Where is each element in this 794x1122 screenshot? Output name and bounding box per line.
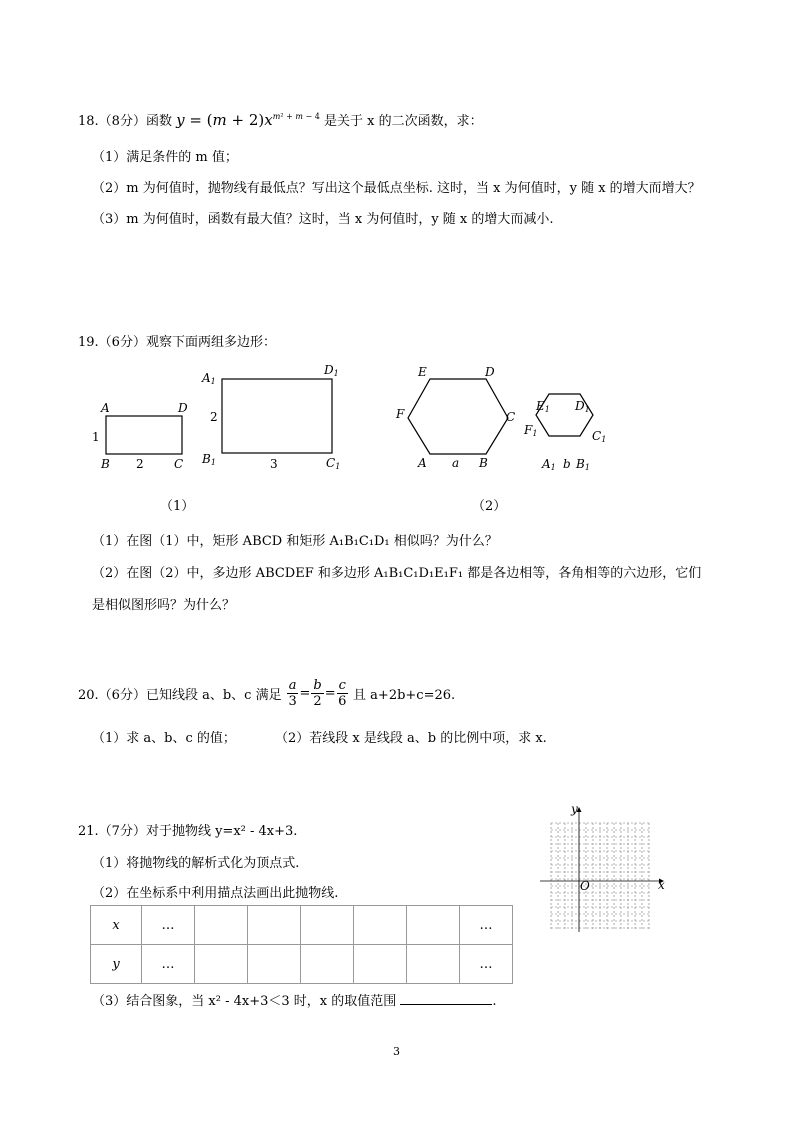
fraction-b-2: $\frac{b}{2}$	[313, 678, 322, 709]
coordinate-grid	[535, 805, 665, 935]
value-table	[90, 905, 513, 984]
x-axis-label: x	[658, 878, 665, 892]
label-c: C	[174, 457, 184, 471]
label-b1: B1	[202, 452, 216, 467]
q20-condition: 且 a+2b+c=26.	[353, 688, 456, 703]
fraction-a-3: $\frac{a}{3}$	[288, 678, 297, 709]
label-e: E	[418, 365, 427, 379]
label-a-hex: A	[418, 456, 427, 470]
fig1-caption: （1）	[160, 499, 195, 514]
table-cell	[195, 906, 248, 945]
table-cell	[301, 906, 354, 945]
table-x-header: x	[91, 906, 142, 945]
table-cell	[354, 906, 407, 945]
rectangles-figure	[80, 360, 440, 480]
table-cell: …	[142, 945, 195, 984]
label-side-2: 2	[136, 457, 144, 471]
label-d1: D1	[324, 363, 339, 378]
label-d: D	[178, 401, 188, 415]
table-cell	[407, 906, 460, 945]
q21-part3-end: .	[492, 994, 497, 1009]
table-cell	[407, 945, 460, 984]
table-cell	[248, 906, 301, 945]
hexagon-abcdef	[408, 379, 508, 454]
q19-part2-line1: （2）在图（2）中，多边形 ABCDEF 和多边形 A₁B₁C₁D₁E₁F₁ 都是各边相等，各角相等的六边形，它们	[92, 566, 702, 581]
label-side-3: 3	[270, 457, 278, 471]
label-side-1: 1	[92, 430, 100, 444]
q21-part2: （2）在坐标系中利用描点法画出此抛物线.	[92, 886, 339, 901]
q18-part1: （1）满足条件的 m 值；	[92, 150, 238, 165]
origin-label: O	[580, 879, 590, 893]
table-cell: …	[460, 945, 513, 984]
table-cell	[195, 945, 248, 984]
label-side-2b: 2	[210, 410, 218, 424]
rect-abcd	[106, 416, 182, 454]
table-row-y	[91, 945, 513, 984]
label-b1-hex: B1	[576, 457, 590, 472]
q20-heading: 20.（6分）已知线段 a、b、c 满足 $\frac{a}{3}$ = $\frac{b}{2}$ = $\frac{c}{6}$ 且 a+2b+c=26.	[78, 678, 456, 709]
q19-heading: 19.（6分）观察下面两组多边形：	[78, 335, 276, 350]
table-cell	[248, 945, 301, 984]
label-side-a: a	[452, 456, 460, 470]
fig2-caption: （2）	[472, 499, 507, 514]
label-a1-hex: A1	[542, 457, 556, 472]
answer-blank[interactable]	[400, 992, 492, 1005]
q18-part2: （2）m 为何值时，抛物线有最低点？写出这个最低点坐标. 这时，当 x 为何值时，y 随 x 的增大而增大？	[92, 181, 701, 196]
q21-heading: 21.（7分）对于抛物线 y=x² - 4x+3.	[78, 824, 298, 839]
q21-part3-text: （3）结合图象，当 x² - 4x+3＜3 时，x 的取值范围	[92, 994, 397, 1009]
q18-tail: 是关于 x 的二次函数，求：	[323, 114, 483, 129]
q21-part1: （1）将抛物线的解析式化为顶点式.	[92, 856, 300, 871]
table-row-x	[91, 906, 513, 945]
q18-part3: （3）m 为何值时，函数有最大值？这时，当 x 为何值时，y 随 x 的增大而减小.	[92, 212, 554, 227]
page-number: 3	[393, 1045, 400, 1058]
label-a1: A1	[202, 371, 216, 386]
label-c1: C1	[326, 456, 341, 471]
q18-head: 18.（8分）函数	[78, 114, 172, 129]
q19-part1: （1）在图（1）中，矩形 ABCD 和矩形 A₁B₁C₁D₁ 相似吗？为什么？	[92, 534, 498, 549]
q21-part3	[92, 990, 497, 1009]
q20-head: 20.（6分）已知线段 a、b、c 满足	[78, 688, 282, 703]
table-cell: …	[460, 906, 513, 945]
y-axis-label: y	[571, 805, 578, 816]
q18-function-formula: $y = (m + 2)x^{m^2 + m - 4}$	[176, 111, 320, 129]
label-c1-hex: C1	[592, 429, 607, 444]
q19-part2-line2: 是相似图形吗？为什么？	[92, 598, 236, 613]
label-d-hex: D	[485, 365, 495, 379]
label-d1-hex: D1	[575, 399, 590, 414]
q18-heading	[78, 110, 483, 129]
table-cell	[301, 945, 354, 984]
label-f1: F1	[524, 423, 538, 438]
hexagons-figure	[392, 360, 622, 480]
label-e1: E1	[536, 399, 550, 414]
rect-a1b1c1d1	[222, 379, 332, 453]
q20-part1: （1）求 a、b、c 的值；	[92, 731, 236, 746]
label-side-b: b	[563, 457, 571, 471]
label-b-hex: B	[479, 456, 488, 470]
label-f: F	[396, 407, 405, 421]
q20-part2: （2）若线段 x 是线段 a、b 的比例中项，求 x.	[275, 731, 547, 746]
label-c-hex: C	[506, 410, 516, 424]
fraction-c-6: $\frac{c}{6}$	[338, 678, 347, 709]
table-cell: …	[142, 906, 195, 945]
label-a: A	[101, 401, 110, 415]
table-y-header: y	[91, 945, 142, 984]
label-b: B	[101, 457, 110, 471]
table-cell	[354, 945, 407, 984]
